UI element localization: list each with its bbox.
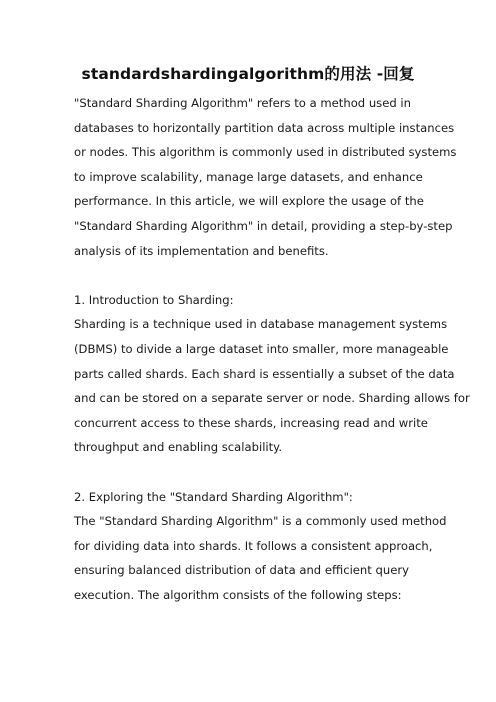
paragraph-spacer (74, 263, 420, 288)
intro-line: databases to horizontally partition data across multiple instances (74, 120, 455, 135)
intro-line: to improve scalability, manage large datasets, and enhance (74, 169, 423, 184)
intro-paragraph (74, 91, 457, 263)
section-1-line: parts called shards. Each shard is essentially a subset of the data (74, 366, 455, 381)
section-2-line: execution. The algorithm consists of the following steps: (74, 587, 402, 602)
intro-line: analysis of its implementation and benefits. (74, 243, 329, 258)
paragraph-spacer (74, 460, 420, 485)
document-title: standardshardingalgorithm的用法 -回复 (81, 65, 415, 83)
section-1-line: Sharding is a technique used in database management systems (74, 317, 448, 332)
intro-line: or nodes. This algorithm is commonly used in distributed systems (74, 145, 457, 160)
section-2 (74, 485, 447, 608)
section-1-line: and can be stored on a separate server or node. Sharding allows for (74, 391, 470, 406)
section-2-line: ensuring balanced distribution of data and efficient query (74, 563, 409, 578)
section-1 (74, 288, 470, 460)
section-1-line: concurrent access to these shards, increasing read and write (74, 415, 428, 430)
section-2-line: for dividing data into shards. It follows a consistent approach, (74, 538, 433, 553)
intro-line: performance. In this article, we will explore the usage of the (74, 194, 424, 209)
section-1-line: (DBMS) to divide a large dataset into smaller, more manageable (74, 341, 449, 356)
section-1-heading: 1. Introduction to Sharding: (74, 292, 234, 307)
document-body (74, 91, 470, 607)
section-2-line: The "Standard Sharding Algorithm" is a commonly used method (74, 514, 447, 529)
section-2-heading: 2. Exploring the "Standard Sharding Algorithm": (74, 489, 353, 504)
section-1-line: throughput and enabling scalability. (74, 440, 283, 455)
intro-line: "Standard Sharding Algorithm" in detail, providing a step-by-step (74, 218, 453, 233)
intro-line: "Standard Sharding Algorithm" refers to a method used in (74, 96, 411, 110)
